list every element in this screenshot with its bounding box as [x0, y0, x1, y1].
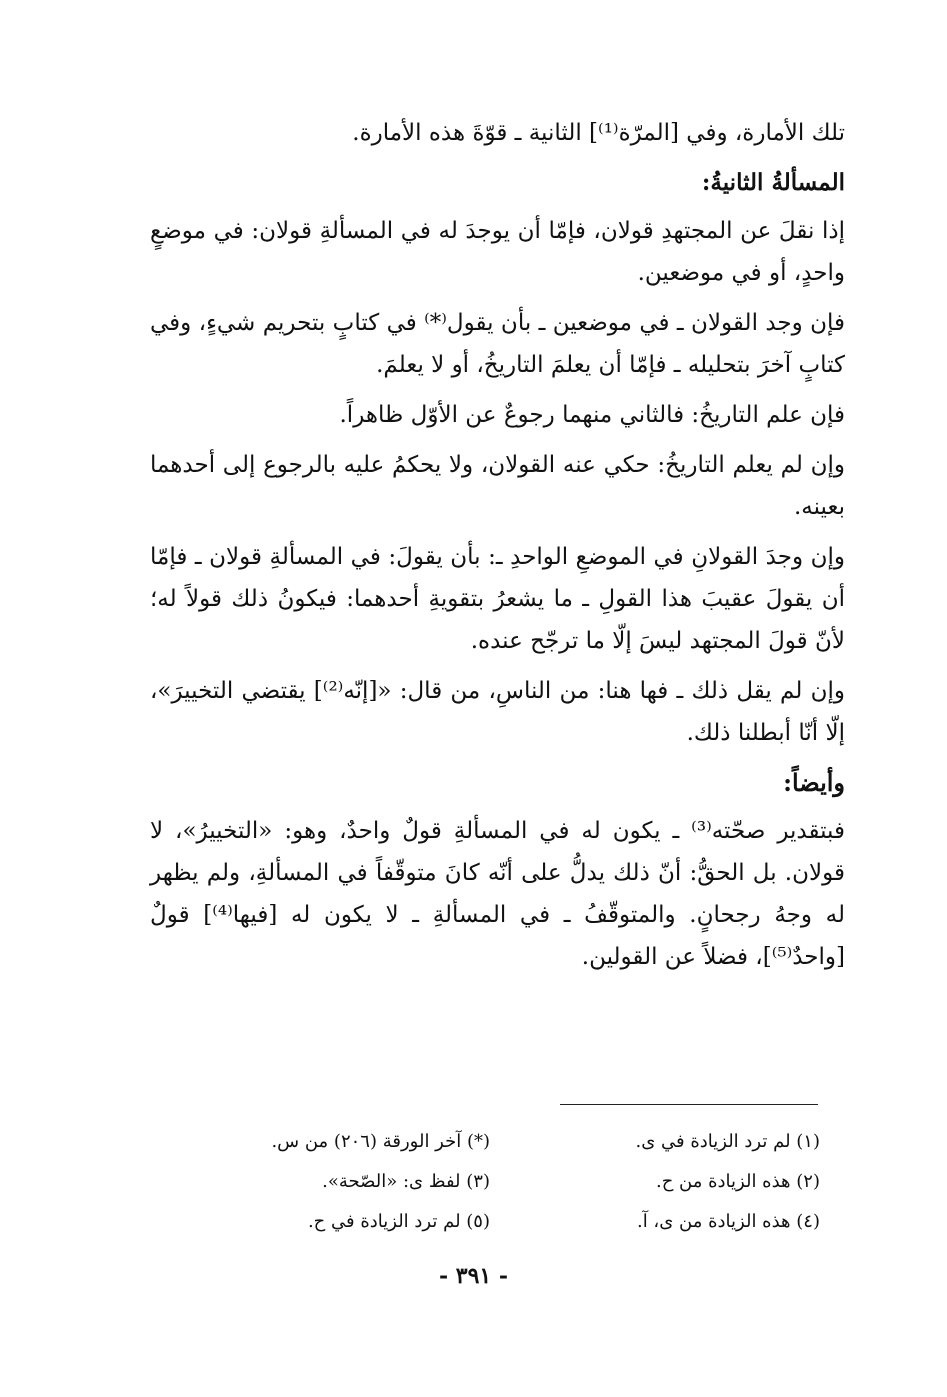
- page-number: - ٣٩١ -: [438, 1263, 509, 1289]
- footnote-2: (٢) هذه الزيادة من ح.: [655, 1171, 820, 1192]
- footnotes: [160, 1122, 820, 1242]
- main-text: [150, 112, 845, 986]
- paragraph-8: فبتقدير صحّته⁽³⁾ ـ يكون له في المسألةِ قولٌ واحدٌ، وهو: «التخييرُ»، لا قولان. بل الحقُّ: أنّ ذلك يدلُّ على أنّه كانَ متوقّفاً في المسألةِ، ولم يظهر له وجهُ رجحانٍ. والمتوقّفُ ـ في المسألةِ ـ لا يكون له [فيها⁽⁴⁾] قولٌ [واحدٌ⁽⁵⁾]، فضلاً عن القولين.: [150, 818, 845, 970]
- paragraph-2: إذا نقلَ عن المجتهدِ قولان، فإمّا أن يوجدَ له في المسألةِ قولان: في موضعٍ واحدٍ، أو في موضعين.: [150, 218, 845, 286]
- paragraph-4: فإن علم التاريخُ: فالثاني منهما رجوعٌ عن الأوّل ظاهراً.: [339, 402, 845, 428]
- paragraph-3: فإن وجد القولان ـ في موضعين ـ بأن يقول⁽*⁾ في كتابٍ بتحريم شيءٍ، وفي كتابٍ آخرَ بتحليله ـ فإمّا أن يعلمَ التاريخُ، أو لا يعلمَ.: [150, 310, 845, 378]
- footnote-5: (٥) لم ترد الزيادة في ح.: [307, 1211, 490, 1232]
- paragraph-1: تلك الأمارة، وفي [المرّة⁽¹⁾] الثانية ـ قوّةَ هذه الأمارة.: [352, 120, 845, 146]
- footnote-1: (١) لم ترد الزيادة في ى.: [635, 1131, 820, 1152]
- footnote-3: (٣) لفظ ى: «الصّحة».: [322, 1171, 490, 1192]
- footnote-star: (*) آخر الورقة (٢٠٦) من س.: [271, 1131, 490, 1152]
- section-heading-also: وأيضاً:: [783, 768, 845, 797]
- footnote-row: [160, 1162, 820, 1202]
- paragraph-7: وإن لم يقل ذلك ـ فها هنا: من الناسِ، من قال: «[إنّه⁽²⁾] يقتضي التخييرَ»، إلّا أنّا أبطلنا ذلك.: [150, 678, 845, 746]
- footnote-row: [160, 1122, 820, 1162]
- footnote-divider: [560, 1104, 818, 1105]
- section-heading-second-issue: المسألةُ الثانيةُ:: [701, 169, 845, 196]
- paragraph-5: وإن لم يعلم التاريخُ: حكي عنه القولان، ولا يحكمُ عليه بالرجوع إلى أحدهما بعينه.: [150, 452, 845, 520]
- footnote-4: (٤) هذه الزيادة من ى، آ.: [636, 1211, 820, 1232]
- paragraph-6: وإن وجدَ القولانِ في الموضعِ الواحدِ ـ: بأن يقولَ: في المسألةِ قولان ـ فإمّا أن يقولَ عقيبَ هذا القولِ ـ ما يشعرُ بتقويةِ أحدهما: فيكونُ ذلك قولاً له؛ لأنّ قولَ المجتهد ليسَ إلّا ما ترجّح عنده.: [150, 544, 845, 654]
- footnote-row: [160, 1202, 820, 1242]
